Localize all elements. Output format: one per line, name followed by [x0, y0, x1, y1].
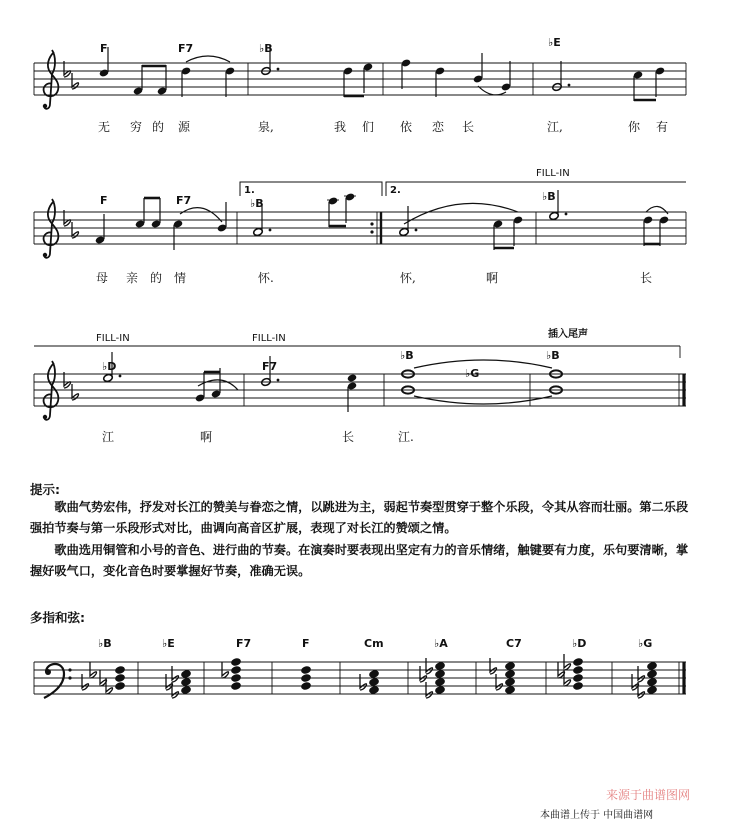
- lyric: 源: [178, 120, 191, 134]
- chord-note: [434, 661, 446, 671]
- lyric: 穷: [130, 120, 143, 134]
- chord-note: [230, 673, 242, 683]
- lyric: 有: [656, 120, 669, 134]
- note: [401, 58, 411, 89]
- chord-note: [368, 677, 380, 687]
- lyric: 泉,: [258, 120, 274, 134]
- lyric: 的: [150, 271, 163, 285]
- chord-label: ♭D: [572, 637, 587, 650]
- chord-label: ♭A: [434, 637, 448, 650]
- lyric: 怀.: [258, 271, 274, 285]
- chord-label: F7: [236, 637, 252, 650]
- note: [95, 214, 105, 245]
- note: [633, 70, 643, 101]
- chord-note: [114, 673, 126, 683]
- chord-label: F: [100, 42, 108, 55]
- chord-note: [434, 685, 446, 695]
- note: [643, 215, 653, 246]
- note: [133, 65, 143, 96]
- watermark: 来源于曲谱图网: [606, 788, 691, 802]
- chord-note: [434, 677, 446, 687]
- chord-note: [572, 657, 584, 667]
- chord-note: [504, 685, 516, 695]
- chord-note: [504, 677, 516, 687]
- note: [181, 66, 191, 97]
- note: [659, 215, 669, 246]
- note: [473, 53, 483, 84]
- note: [173, 219, 183, 250]
- note: [363, 62, 373, 93]
- chord-label: ♭B: [259, 42, 273, 55]
- ending-2-label: 2.: [390, 185, 401, 196]
- chord-note: [646, 661, 658, 671]
- flat-icon: [426, 682, 433, 698]
- chord-note: [300, 665, 312, 675]
- note: [195, 372, 205, 403]
- chord-label: F7: [176, 194, 192, 207]
- chord-note: [180, 677, 192, 687]
- chord-note: [504, 669, 516, 679]
- lyric: 恋: [432, 120, 445, 134]
- staff-system-2: [34, 168, 686, 285]
- note: [655, 66, 665, 97]
- chord-note: [646, 669, 658, 679]
- staff-system-3: [34, 327, 686, 444]
- chord-label: ♭B: [400, 349, 414, 362]
- bass-clef-icon: [44, 664, 72, 698]
- chord-note: [572, 681, 584, 691]
- lyric: 亲: [126, 271, 139, 285]
- chord-note: [230, 681, 242, 691]
- lyric: 长: [462, 120, 475, 134]
- lyric: 母: [96, 271, 109, 285]
- chord-label: ♭G: [638, 637, 653, 650]
- lyric: 情: [174, 271, 187, 285]
- note: [135, 198, 145, 229]
- staff-system-1: [34, 36, 686, 134]
- note: [343, 66, 353, 97]
- chord-label: ♭B: [98, 637, 112, 650]
- fill-in-label: FILL-IN: [536, 168, 570, 179]
- chord-label: C7: [506, 637, 522, 650]
- lyric: 的: [152, 120, 165, 134]
- lyric: 我: [334, 120, 347, 134]
- lyric: 啊: [486, 271, 499, 285]
- chord-label: ♭E: [162, 637, 175, 650]
- chord-label: ♭D: [102, 360, 117, 373]
- chord-note: [572, 665, 584, 675]
- multi-chord-heading: 多指和弦:: [30, 610, 85, 625]
- tips-heading: 提示:: [30, 482, 60, 497]
- note: [513, 215, 523, 246]
- chord-note: [230, 657, 242, 667]
- lyric: 们: [362, 120, 375, 134]
- chord-label: ♭B: [250, 197, 264, 210]
- lyric: 啊: [200, 430, 213, 444]
- flat-icon: [638, 666, 645, 682]
- chord-note: [434, 669, 446, 679]
- lyric: 长: [640, 271, 653, 285]
- lyric: 江: [102, 430, 115, 444]
- lyric: 依: [400, 120, 413, 134]
- tips-paragraph-2: 歌曲选用铜管和小号的音色、进行曲的节奏。在演奏时要表现出坚定有力的音乐情绪，触键要有力度，乐句要清晰，掌握好吸气口，变化音色时要掌握好节奏，准确无误。: [30, 543, 689, 578]
- chord-label: F: [100, 194, 108, 207]
- note: [493, 219, 503, 250]
- lyric: 无: [98, 120, 111, 134]
- footer-text: 本曲谱上传于 中国曲谱网: [540, 810, 654, 821]
- chord-label: ♭B: [542, 190, 556, 203]
- note: [435, 66, 445, 97]
- fill-in-label: FILL-IN: [96, 333, 130, 344]
- lyric: 江.: [398, 430, 414, 444]
- tips-paragraph-1: 歌曲气势宏伟，抒发对长江的赞美与眷恋之情，以跳进为主，弱起节奏型贯穿于整个乐段，令其从容而壮丽。第二乐段强拍节奏与第一乐段形式对比，曲调向高音区扩展，表现了对长江的赞颂之情。: [30, 500, 689, 535]
- flat-icon: [360, 674, 367, 690]
- flat-icon: [490, 658, 497, 674]
- lyric: 江,: [547, 120, 563, 134]
- chord-note: [300, 681, 312, 691]
- chord-label: ♭G: [465, 367, 480, 380]
- flat-icon: [496, 674, 503, 690]
- chord-note: [504, 661, 516, 671]
- note: [345, 192, 355, 223]
- chord-label: F7: [262, 360, 278, 373]
- chord-label: F7: [178, 42, 194, 55]
- insert-ending-label: 插入尾声: [548, 329, 588, 340]
- lyric: 长: [342, 430, 355, 444]
- chord-note: [114, 665, 126, 675]
- chord-label: ♭B: [546, 349, 560, 362]
- lyric: 怀,: [400, 271, 416, 285]
- note: [501, 61, 511, 92]
- flat-icon: [82, 674, 89, 690]
- note: [347, 381, 357, 412]
- ending-1-label: 1.: [244, 185, 255, 196]
- chord-label: F: [302, 637, 310, 650]
- chord-note: [572, 673, 584, 683]
- chord-label: ♭E: [548, 36, 561, 49]
- note: [151, 198, 161, 229]
- chord-note: [368, 669, 380, 679]
- chord-note: [180, 669, 192, 679]
- chord-label: Cm: [364, 637, 384, 650]
- chord-note: [368, 685, 380, 695]
- fill-in-label: FILL-IN: [252, 333, 286, 344]
- chord-note: [230, 665, 242, 675]
- chord-note: [646, 677, 658, 687]
- chord-note: [114, 681, 126, 691]
- lyric: 你: [628, 120, 641, 134]
- flat-icon: [426, 658, 433, 674]
- note: [253, 206, 263, 237]
- chord-note: [180, 685, 192, 695]
- note: [225, 66, 235, 97]
- chord-note: [300, 673, 312, 683]
- flat-icon: [172, 666, 179, 682]
- chord-note: [646, 685, 658, 695]
- note: [157, 65, 167, 96]
- multi-chord-staff: [34, 637, 686, 698]
